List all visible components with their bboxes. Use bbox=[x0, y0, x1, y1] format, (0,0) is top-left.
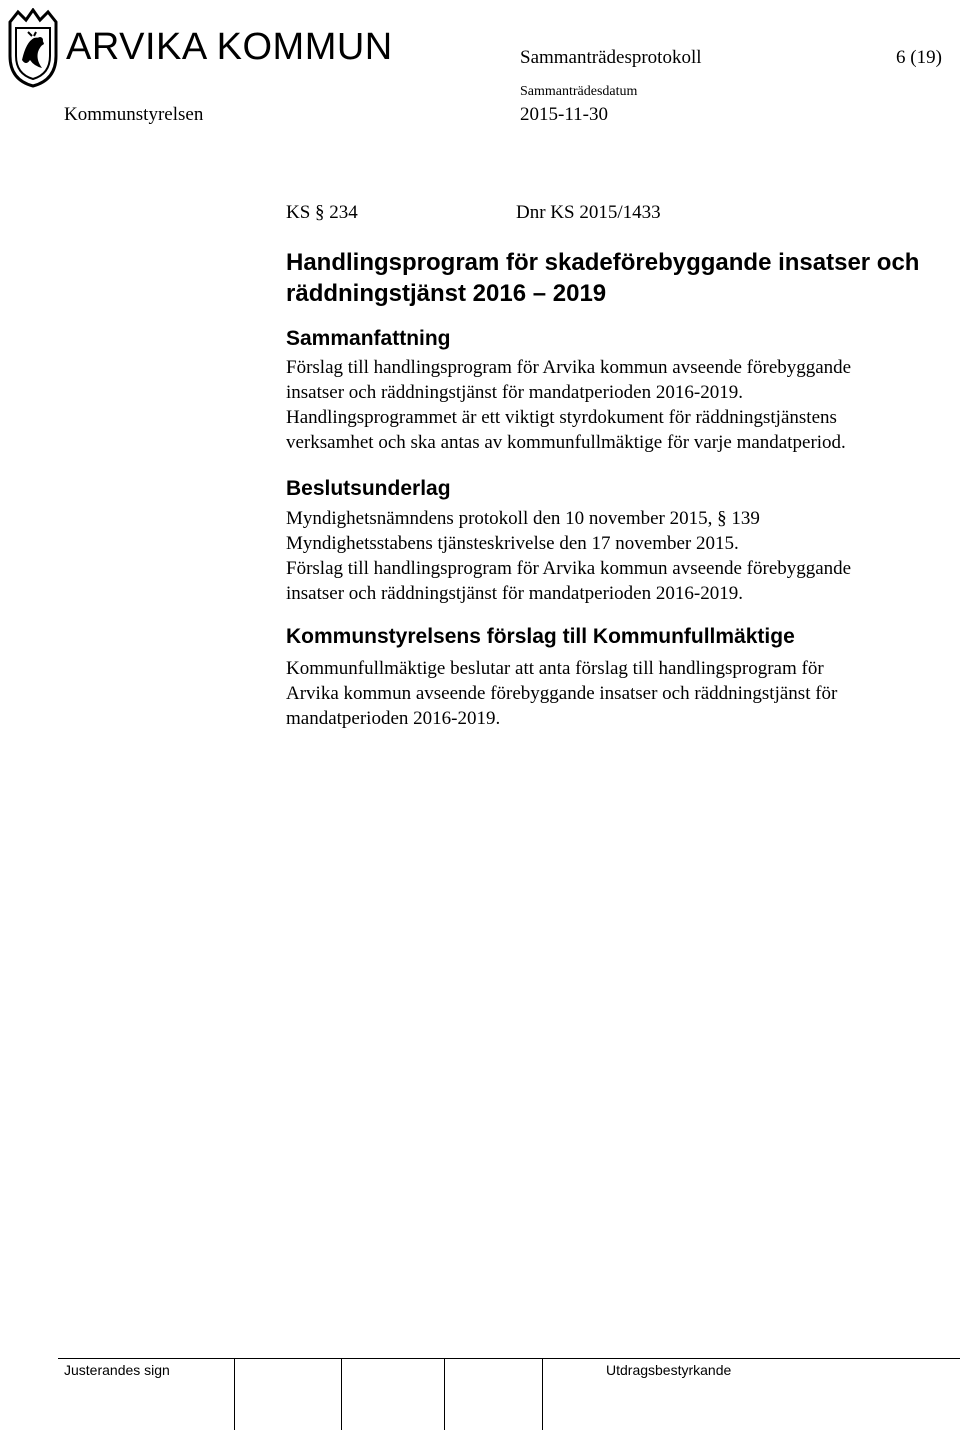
body-line: Myndighetsnämndens protokoll den 10 november 2015, § 139 bbox=[286, 508, 760, 529]
body-line: Kommunfullmäktige beslutar att anta förslag till handlingsprogram för bbox=[286, 658, 824, 679]
footer-divider bbox=[341, 1358, 342, 1430]
body-line: insatser och räddningstjänst för mandatperioden 2016-2019. bbox=[286, 583, 743, 604]
footer-divider bbox=[234, 1358, 235, 1430]
org-logotype: ARVIKA KOMMUN bbox=[66, 26, 393, 68]
section-heading: Sammanfattning bbox=[286, 327, 451, 350]
utdragsbestyrkande-label: Utdragsbestyrkande bbox=[606, 1362, 732, 1378]
diary-number: Dnr KS 2015/1433 bbox=[516, 202, 661, 223]
section-summary bbox=[286, 326, 946, 455]
justerandes-sign-label: Justerandes sign bbox=[64, 1362, 170, 1378]
coat-of-arms-icon bbox=[6, 8, 60, 88]
title-line: Handlingsprogram för skadeförebyggande insatser och bbox=[286, 249, 920, 276]
page-number: 6 (19) bbox=[896, 47, 942, 68]
body-line: Myndighetsstabens tjänsteskrivelse den 17 november 2015. bbox=[286, 533, 739, 554]
section-proposal bbox=[286, 624, 946, 731]
body-line: Förslag till handlingsprogram för Arvika kommun avseende förebyggande bbox=[286, 558, 852, 579]
section-heading: Beslutsunderlag bbox=[286, 477, 451, 500]
item-title bbox=[286, 247, 946, 309]
body-line: Förslag till handlingsprogram för Arvika kommun avseende förebyggande bbox=[286, 357, 852, 378]
paragraph-number: KS § 234 bbox=[286, 202, 358, 223]
signature-footer bbox=[58, 1358, 960, 1430]
committee-name: Kommunstyrelsen bbox=[64, 104, 204, 125]
body-line: insatser och räddningstjänst för mandatperioden 2016-2019. bbox=[286, 382, 743, 403]
body-line: Arvika kommun avseende förebyggande insatser och räddningstjänst för bbox=[286, 683, 838, 704]
section-decision-basis bbox=[286, 476, 946, 606]
title-line: räddningstjänst 2016 – 2019 bbox=[286, 280, 607, 307]
meeting-date-label: Sammanträdesdatum bbox=[520, 84, 638, 99]
body-line: verksamhet och ska antas av kommunfullmäktige för varje mandatperiod. bbox=[286, 432, 846, 453]
footer-divider bbox=[542, 1358, 543, 1430]
body-line: mandatperioden 2016-2019. bbox=[286, 708, 501, 729]
meeting-date: 2015-11-30 bbox=[520, 104, 608, 125]
document-type: Sammanträdesprotokoll bbox=[520, 47, 702, 68]
section-heading: Kommunstyrelsens förslag till Kommunfullmäktige bbox=[286, 625, 795, 648]
footer-divider bbox=[444, 1358, 445, 1430]
body-line: Handlingsprogrammet är ett viktigt styrdokument för räddningstjänstens bbox=[286, 407, 837, 428]
footer-rule bbox=[58, 1358, 960, 1359]
